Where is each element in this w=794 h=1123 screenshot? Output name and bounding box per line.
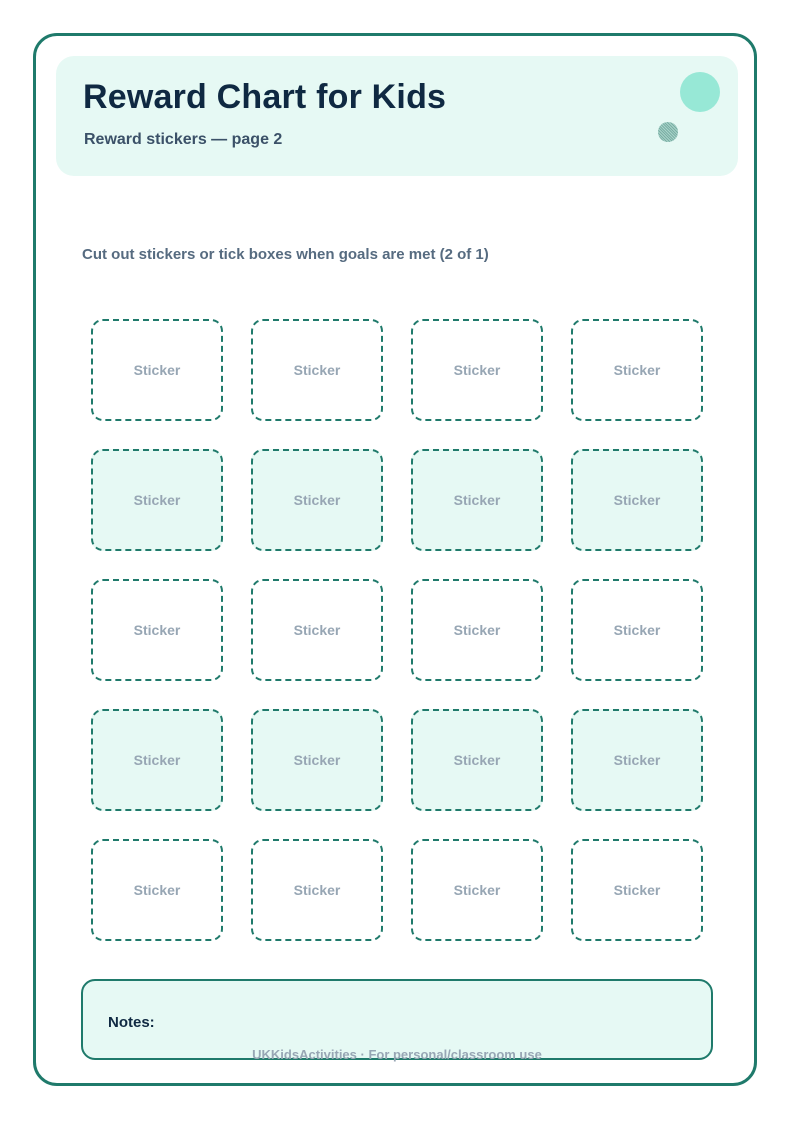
sticker-label: Sticker [613, 622, 661, 638]
sticker-box[interactable] [571, 449, 703, 551]
sticker-label: Sticker [133, 882, 181, 898]
sticker-label: Sticker [613, 362, 661, 378]
sticker-label: Sticker [613, 882, 661, 898]
sticker-box[interactable] [91, 579, 223, 681]
sticker-label: Sticker [293, 622, 341, 638]
page-title: Reward Chart for Kids [83, 78, 447, 116]
sticker-label: Sticker [293, 492, 341, 508]
sticker-box[interactable] [411, 579, 543, 681]
sticker-label: Sticker [293, 362, 341, 378]
sticker-box[interactable] [91, 709, 223, 811]
decorative-circle-small [658, 122, 678, 142]
sticker-label: Sticker [293, 752, 341, 768]
sticker-label: Sticker [453, 362, 501, 378]
sticker-box[interactable] [571, 319, 703, 421]
sticker-label: Sticker [453, 752, 501, 768]
sticker-box[interactable] [251, 449, 383, 551]
sticker-label: Sticker [133, 362, 181, 378]
sticker-box[interactable] [411, 449, 543, 551]
instructions-text: Cut out stickers or tick boxes when goals are met (2 of 1) [82, 246, 489, 263]
sticker-box[interactable] [91, 449, 223, 551]
sticker-box[interactable] [411, 319, 543, 421]
sticker-box[interactable] [91, 319, 223, 421]
sticker-label: Sticker [133, 622, 181, 638]
sticker-label: Sticker [613, 752, 661, 768]
sticker-box[interactable] [411, 709, 543, 811]
sticker-label: Sticker [613, 492, 661, 508]
sticker-box[interactable] [571, 709, 703, 811]
sticker-label: Sticker [453, 492, 501, 508]
footer-text: UKKidsActivities · For personal/classroom use [252, 1047, 542, 1062]
sticker-box[interactable] [411, 839, 543, 941]
sticker-box[interactable] [251, 709, 383, 811]
sticker-label: Sticker [133, 752, 181, 768]
sticker-label: Sticker [133, 492, 181, 508]
page-subtitle: Reward stickers — page 2 [84, 131, 283, 148]
sticker-label: Sticker [453, 622, 501, 638]
sticker-box[interactable] [91, 839, 223, 941]
decorative-circle-large [680, 72, 720, 112]
sticker-grid [91, 319, 703, 941]
notes-label: Notes: [108, 1014, 155, 1031]
sticker-box[interactable] [571, 579, 703, 681]
sticker-box[interactable] [251, 839, 383, 941]
sticker-label: Sticker [293, 882, 341, 898]
sticker-box[interactable] [571, 839, 703, 941]
sticker-box[interactable] [251, 319, 383, 421]
sticker-box[interactable] [251, 579, 383, 681]
sticker-label: Sticker [453, 882, 501, 898]
